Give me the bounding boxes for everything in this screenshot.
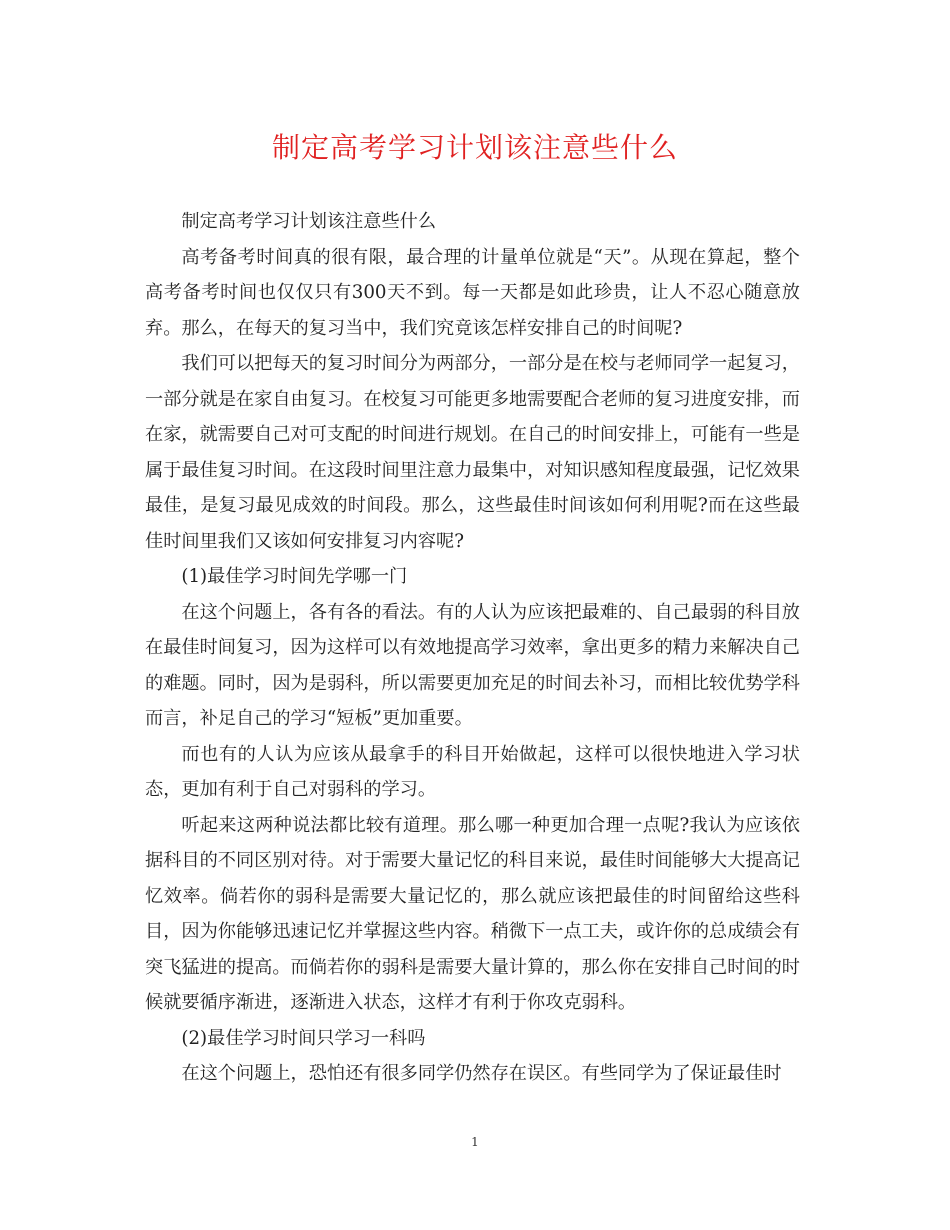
- paragraph-analysis: 听起来这两种说法都比较有道理。那么哪一种更加合理一点呢?我认为应该依据科目的不同区别对待。对于需要大量记忆的科目来说，最佳时间能够大大提高记忆效率。倘若你的弱科是需要大量记忆的，那么就应该把最佳的时间留给这些科目，因为你能够迅速记忆并掌握这些内容。稍微下一点工夫，或许你的总成绩会有突飞猛进的提高。而倘若你的弱科是需要大量计算的，那么你在安排自己时间的时候就要循序渐进，逐渐进入状态，这样才有利于你攻克弱科。: [145, 814, 800, 1013]
- document-title: 制定高考学习计划该注意些什么: [271, 131, 678, 164]
- document-body: [145, 204, 800, 1092]
- paragraph-opinion-1: 在这个问题上，各有各的看法。有的人认为应该把最难的、自己最弱的科目放在最佳时间复习，因为这样可以有效地提高学习效率，拿出更多的精力来解决自己的难题。同时，因为是弱科，所以需要更加充足的时间去补习，而相比较优势学科而言，补足自己的学习“短板”更加重要。: [145, 601, 800, 729]
- paragraph-subtitle: 制定高考学习计划该注意些什么: [181, 211, 437, 232]
- section-heading-2: (2)最佳学习时间只学习一科吗: [181, 1027, 426, 1049]
- paragraph-time-split: 我们可以把每天的复习时间分为两部分，一部分是在校与老师同学一起复习，一部分就是在家自由复习。在校复习可能更多地需要配合老师的复习进度安排，而在家，就需要自己对可支配的时间进行规划。在自己的时间安排上，可能有一些是属于最佳复习时间。在这段时间里注意力最集中，对知识感知程度最强，记忆效果最佳，是复习最见成效的时间段。那么，这些最佳时间该如何利用呢?而在这些最佳时间里我们又该如何安排复习内容呢?: [145, 353, 800, 552]
- section-heading-1: (1)最佳学习时间先学哪一门: [181, 566, 408, 587]
- paragraph-intro: 高考备考时间真的很有限，最合理的计量单位就是“天”。从现在算起，整个高考备考时间也仅仅只有300天不到。每一天都是如此珍贵，让人不忍心随意放弃。那么，在每天的复习当中，我们究竟该怎样安排自己的时间呢?: [145, 246, 800, 339]
- paragraph-misconception: 在这个问题上，恐怕还有很多同学仍然存在误区。有些同学为了保证最佳时: [181, 1063, 782, 1084]
- paragraph-opinion-2: 而也有的人认为应该从最拿手的科目开始做起，这样可以很快地进入学习状态，更加有利于自己对弱科的学习。: [145, 743, 800, 800]
- page-number: 1: [471, 1135, 479, 1149]
